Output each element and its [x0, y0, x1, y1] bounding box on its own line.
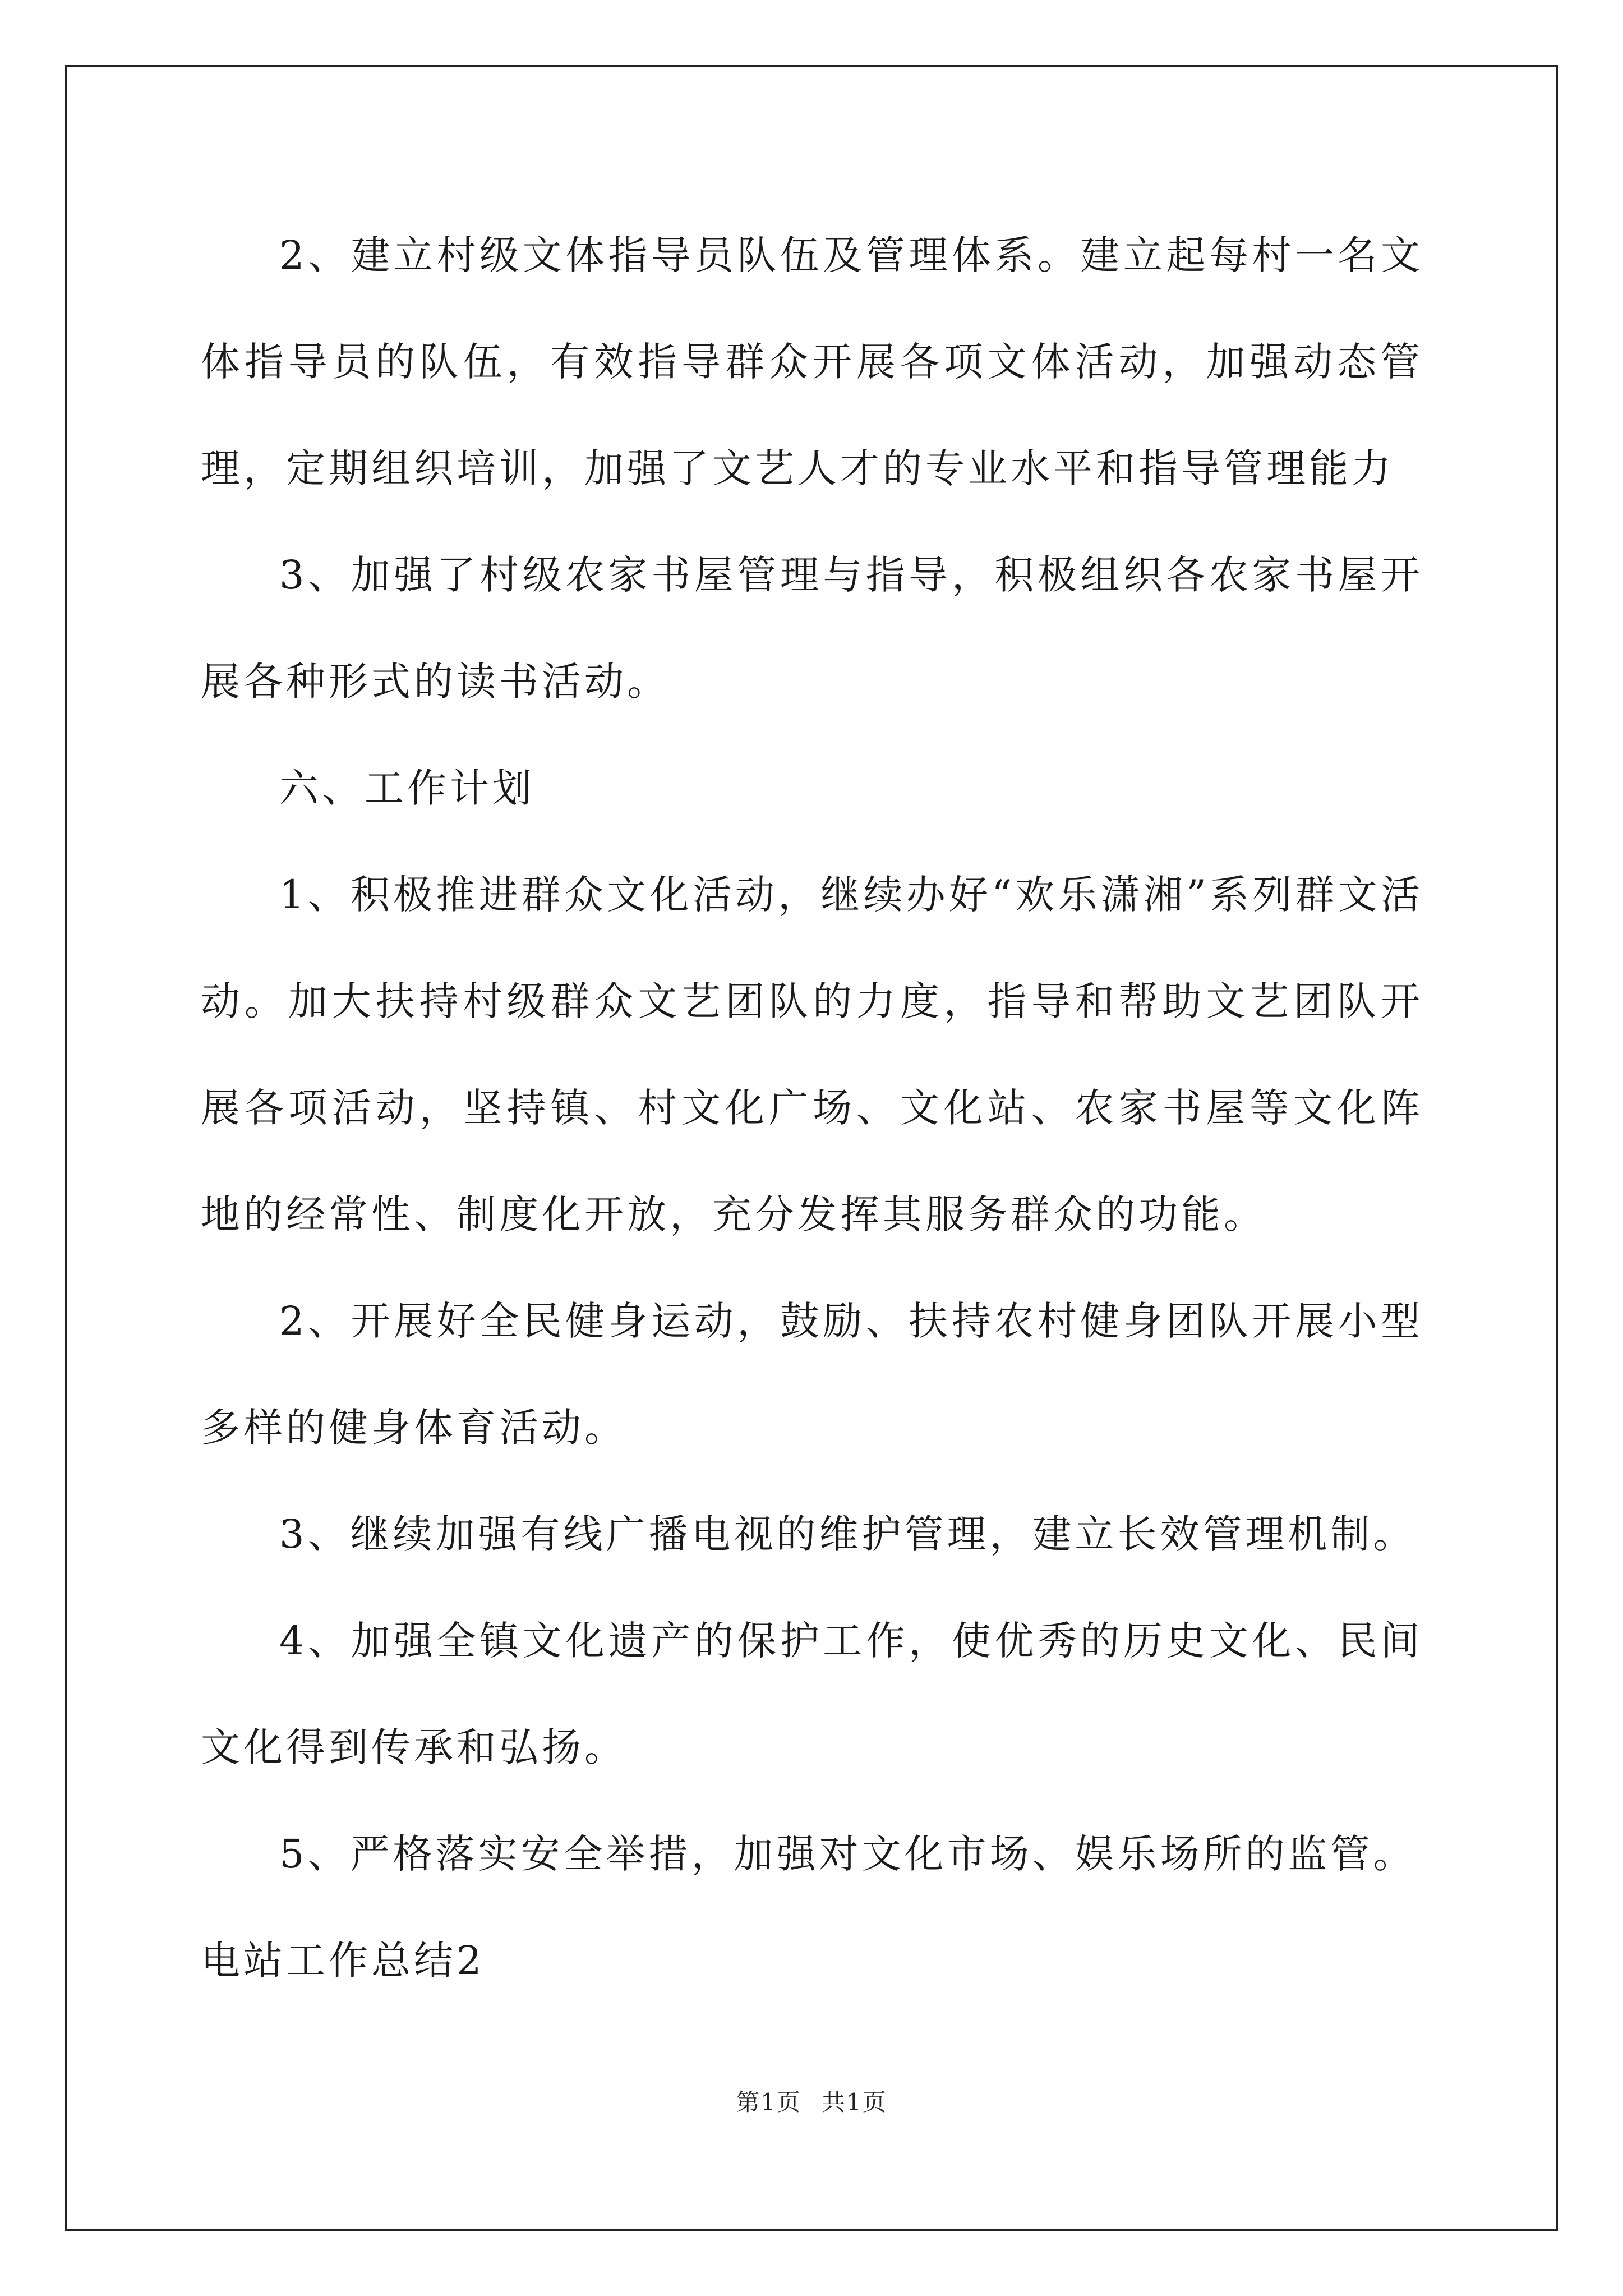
plan-item-4: 4、加强全镇文化遗产的保护工作，使优秀的历史文化、民间文化得到传承和弘扬。: [201, 1618, 1423, 1770]
page-number-total: 共1页: [822, 2088, 887, 2116]
section-heading-work-plan: 六、工作计划: [279, 765, 535, 811]
plan-item-2: 2、开展好全民健身运动，鼓励、扶持农村健身团队开展小型多样的健身体育活动。: [201, 1298, 1423, 1451]
document-body: [201, 202, 1423, 2014]
page-footer: [0, 2084, 1623, 2118]
plan-item-3: 3、继续加强有线广播电视的维护管理，建立长效管理机制。: [279, 1511, 1416, 1557]
plan-item-5: 5、严格落实安全举措，加强对文化市场、娱乐场所的监管。: [279, 1831, 1416, 1877]
paragraph-item-3-before: 3、加强了村级农家书屋管理与指导，积极组织各农家书屋开展各种形式的读书活动。: [201, 552, 1423, 705]
next-document-title: 电站工作总结2: [201, 1938, 485, 1984]
page-number-current: 第1页: [736, 2088, 801, 2116]
plan-item-1: 1、积极推进群众文化活动，继续办好“欢乐潇湘”系列群文活动。加大扶持村级群众文艺团队的力度，指导和帮助文艺团队开展各项活动，坚持镇、村文化广场、文化站、农家书屋等文化阵地的经常性、制度化开放，充分发挥其服务群众的功能。: [201, 872, 1423, 1237]
paragraph-item-2-before: 2、建立村级文体指导员队伍及管理体系。建立起每村一名文体指导员的队伍，有效指导群众开展各项文体活动，加强动态管理，定期组织培训，加强了文艺人才的专业水平和指导管理能力: [201, 232, 1423, 491]
